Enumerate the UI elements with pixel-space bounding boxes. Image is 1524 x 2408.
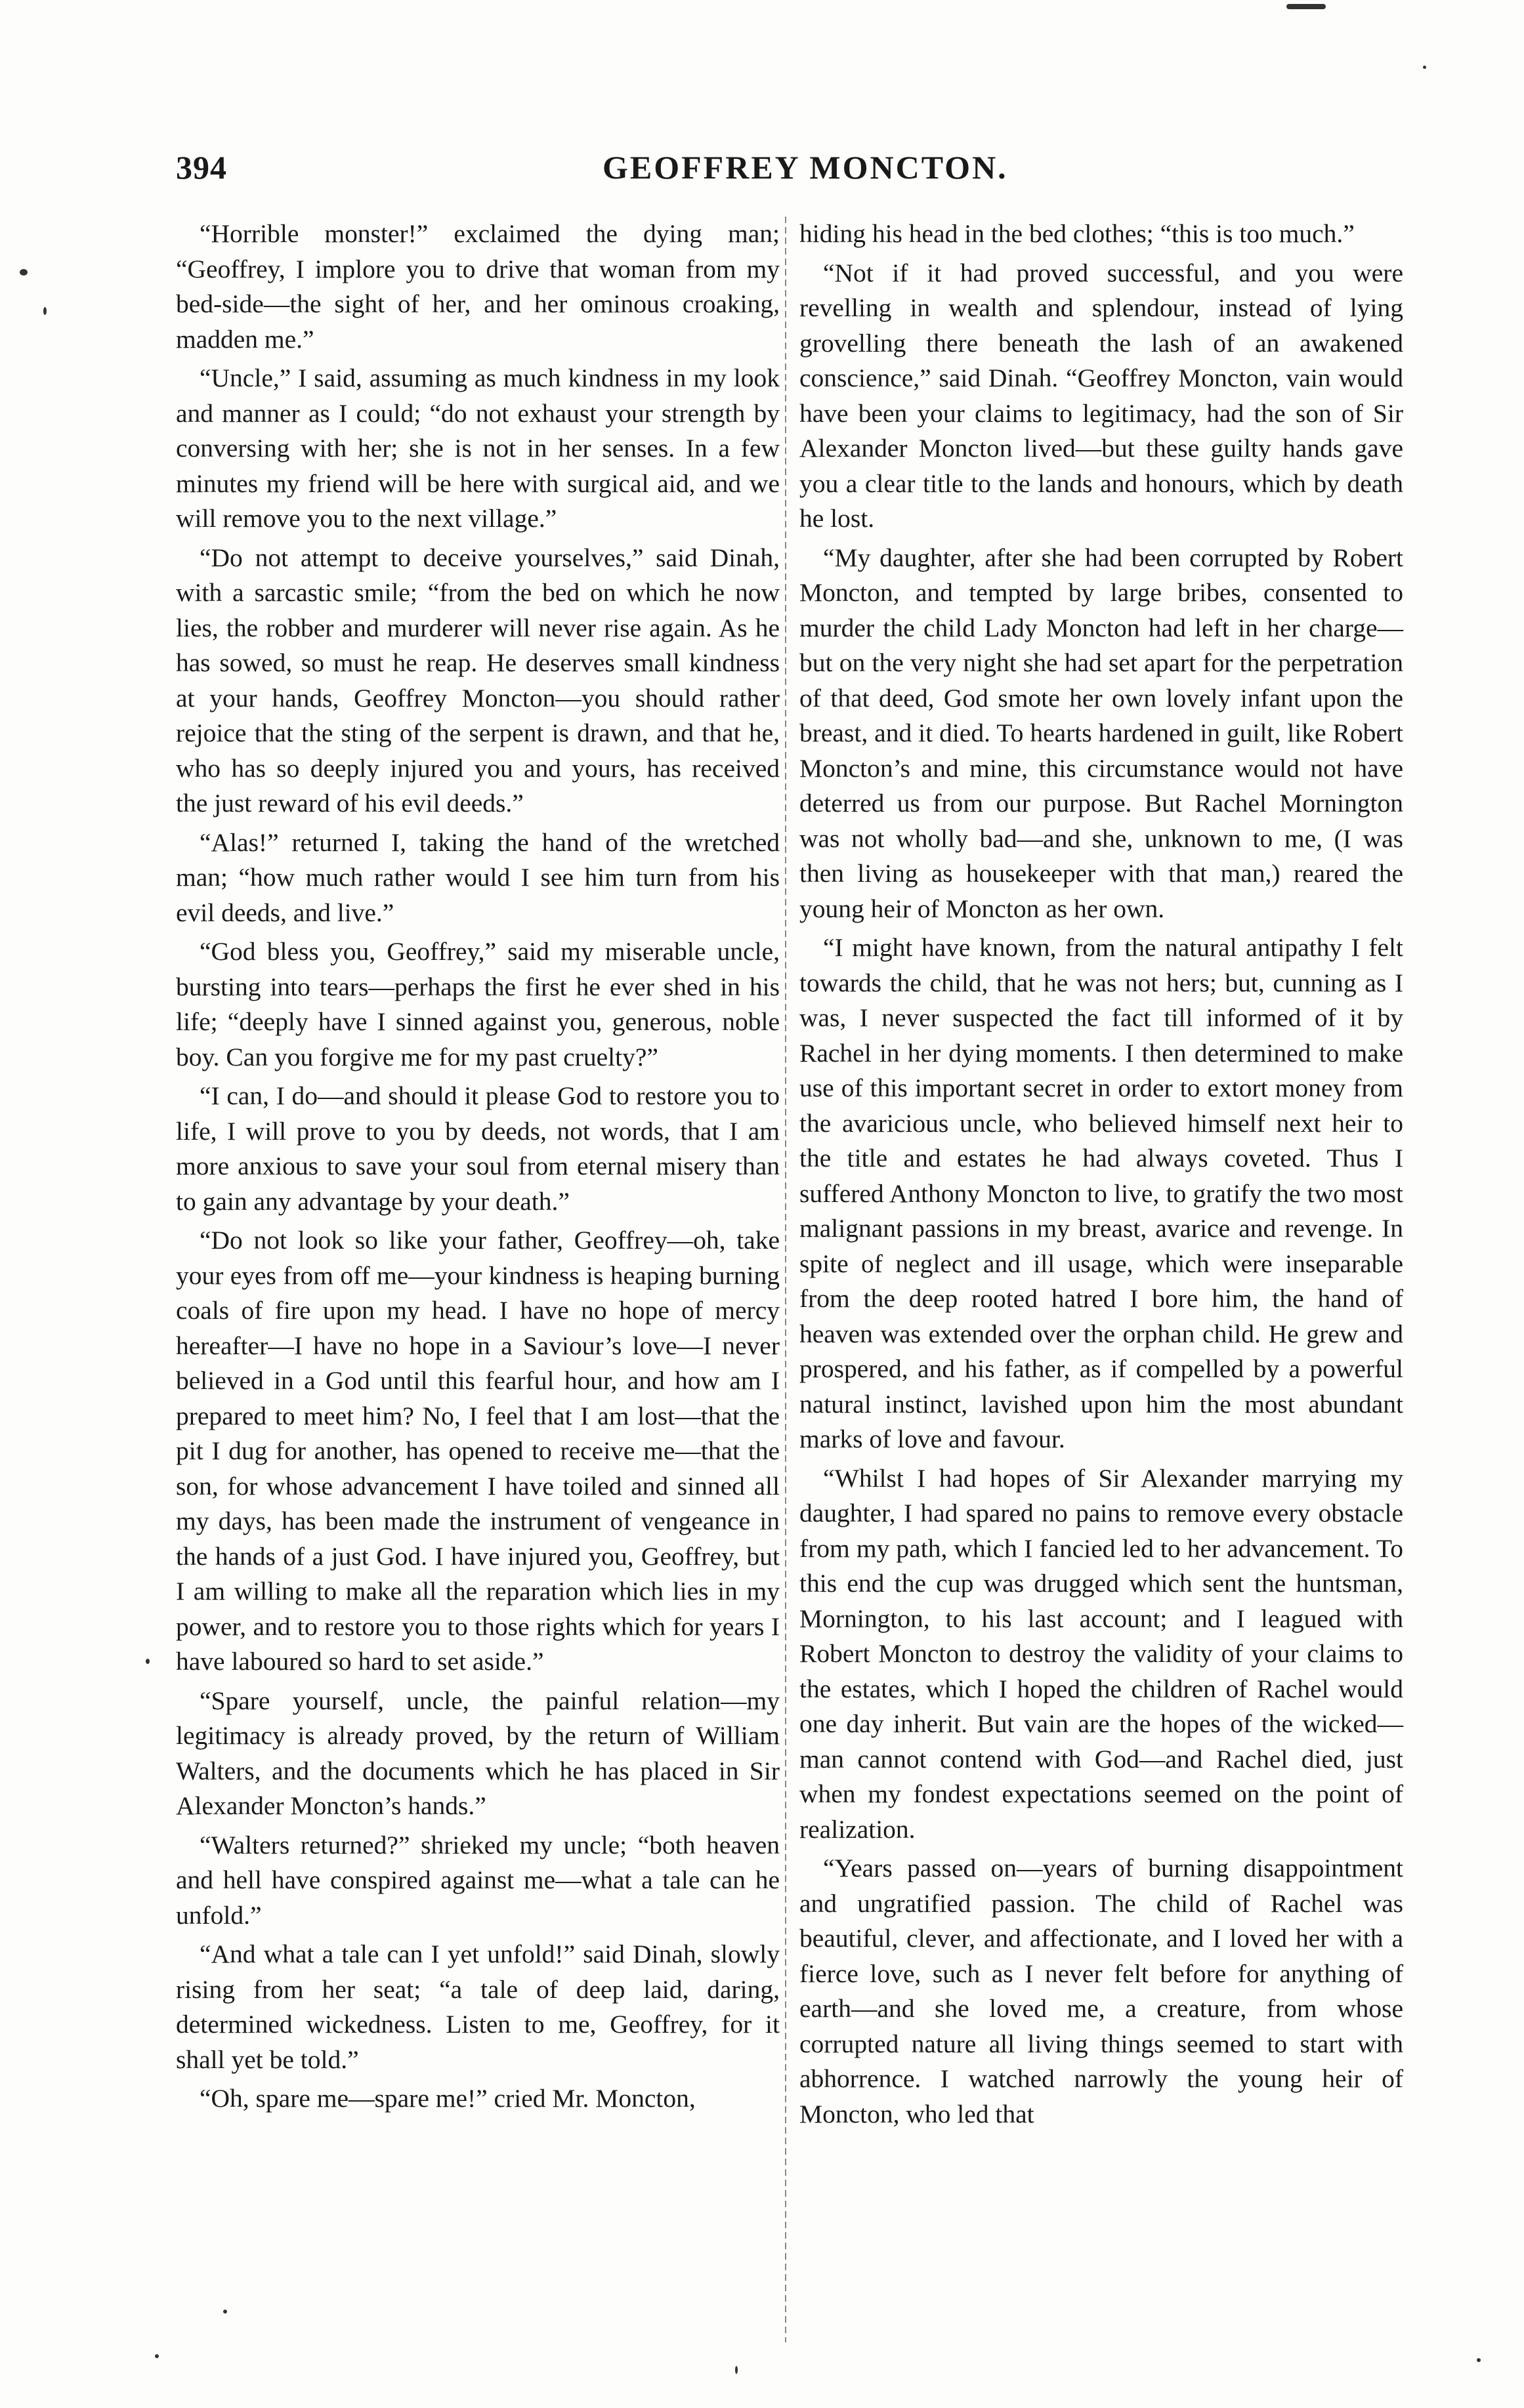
paragraph-continued: hiding his head in the bed clothes; “this is too much.” — [799, 219, 1355, 248]
ink-speck — [735, 2366, 738, 2374]
paragraph: “Uncle,” I said, assuming as much kindness in my look and manner as I could; “do not exhaust your strength by conversing with her; she is not in her senses. In a few minutes my friend will be here with surgical aid, and we will remove you to the next village.” — [176, 363, 780, 533]
page-number: 394 — [176, 149, 227, 186]
paragraph: “Not if it had proved successful, and you were revelling in wealth and splendour, instead of lying grovelling there beneath the lash of an awakened conscience,” said Dinah. “Geoffrey Moncton, vain would have been your claims to legitimacy, had the son of Sir Alexander Moncton lived—but these guilty hands gave you a clear title to the lands and honours, which by death he lost. — [799, 258, 1403, 533]
ink-speck — [1477, 2358, 1481, 2362]
paragraph: “Do not look so like your father, Geoffrey—oh, take your eyes from off me—your kindness is heaping burning coals of fire upon my head. I have no hope of mercy hereafter—I have no hope in a Saviour’s love—I never believed in a God until this fearful hour, and how am I prepared to meet him? No, I feel that I am lost—that the pit I dug for another, has opened to receive me—that the son, for whose advancement I have toiled and sinned all my days, has been made the instrument of vengeance in the hands of a just God. I have injured you, Geoffrey, but I am willing to make all the reparation which lies in my power, and to restore you to those rights which for years I have laboured so hard to set aside.” — [176, 1226, 780, 1676]
ink-speck — [1286, 4, 1326, 9]
paragraph: “I might have known, from the natural antipathy I felt towards the child, that he was not hers; but, cunning as I was, I never suspected the fact till informed of it by Rachel in her dying moments. I then determined to make use of this important secret in order to extort money from the avaricious uncle, who believed himself next heir to the title and estates he had always coveted. Thus I suffered Anthony Moncton to live, to gratify the two most malignant passions in my breast, avarice and revenge. In spite of neglect and ill usage, which were inseparable from the deep rooted hatred I bore him, the hand of heaven was extended over the orphan child. He grew and prospered, and his father, as if compelled by a powerful natural instinct, lavished upon him the most abundant marks of love and favour. — [799, 933, 1403, 1453]
column-divider — [785, 217, 786, 2342]
right-text-column — [799, 217, 1403, 2132]
ink-speck — [223, 2310, 227, 2314]
paragraph: “Whilst I had hopes of Sir Alexander marrying my daughter, I had spared no pains to remove every obstacle from my path, which I fancied led to her advancement. To this end the cup was drugged which sent the huntsman, Mornington, to his last account; and I leagued with Robert Moncton to destroy the validity of your claims to the estates, which I hoped the children of Rachel would one day inherit. But vain are the hopes of the wicked—man cannot contend with God—and Rachel died, just when my fondest expectations seemed on the point of realization. — [799, 1463, 1403, 1844]
running-title: GEOFFREY MONCTON. — [603, 149, 1008, 186]
paragraph: “Walters returned?” shrieked my uncle; “both heaven and hell have conspired against me—what a tale can he unfold.” — [176, 1830, 780, 1930]
paragraph: “Do not attempt to deceive yourselves,” said Dinah, with a sarcastic smile; “from the bed on which he now lies, the robber and murderer will never rise again. As he has sowed, so must he reap. He deserves small kindness at your hands, Geoffrey Moncton—you should rather rejoice that the sting of the serpent is drawn, and that he, who has so deeply injured you and yours, has received the just reward of his evil deeds.” — [176, 543, 780, 818]
paragraph: “Years passed on—years of burning disappointment and ungratified passion. The child of Rachel was beautiful, clever, and affectionate, and I loved her with a fierce love, such as I never felt before for anything of earth—and she loved me, a creature, from whose corrupted nature all living things seemed to start with abhorrence. I watched narrowly the young heir of Moncton, who led that — [799, 1854, 1403, 2128]
page-header — [176, 148, 1403, 194]
ink-speck — [146, 1659, 150, 1664]
paragraph: “I can, I do—and should it please God to restore you to life, I will prove to you by deeds, not words, that I am more anxious to save your soul from eternal misery than to gain any advantage by your death.” — [176, 1081, 780, 1216]
ink-speck — [1423, 66, 1426, 69]
ink-speck — [155, 2354, 159, 2358]
ink-speck — [43, 307, 47, 315]
left-text-column — [176, 217, 780, 2117]
paragraph: “And what a tale can I yet unfold!” said Dinah, slowly rising from her seat; “a tale of deep laid, daring, determined wickedness. Listen to me, Geoffrey, for it shall yet be told.” — [176, 1940, 780, 2074]
paragraph: “God bless you, Geoffrey,” said my miserable uncle, bursting into tears—perhaps the first he ever shed in his life; “deeply have I sinned against you, generous, noble boy. Can you forgive me for my past cruelty?” — [176, 937, 780, 1071]
paragraph: “Alas!” returned I, taking the hand of the wretched man; “how much rather would I see him turn from his evil deeds, and live.” — [176, 827, 780, 927]
paragraph: “My daughter, after she had been corrupted by Robert Moncton, and tempted by large bribes, consented to murder the child Lady Moncton had left in her charge—but on the very night she had set apart for the perpetration of that deed, God smote her own lovely infant upon the breast, and it died. To hearts hardened in guilt, like Robert Moncton’s and mine, this circumstance would not have deterred us from our purpose. But Rachel Mornington was not wholly bad—and she, unknown to me, (I was then living as housekeeper with that man,) reared the young heir of Moncton as her own. — [799, 543, 1403, 923]
paragraph: “Horrible monster!” exclaimed the dying man; “Geoffrey, I implore you to drive that woman from my bed-side—the sight of her, and her ominous croaking, madden me.” — [176, 219, 780, 354]
ink-speck — [20, 269, 28, 276]
paragraph: “Spare yourself, uncle, the painful relation—my legitimacy is already proved, by the return of William Walters, and the documents which he has placed in Sir Alexander Moncton’s hands.” — [176, 1686, 780, 1820]
paragraph: “Oh, spare me—spare me!” cried Mr. Moncton, — [200, 2084, 696, 2113]
